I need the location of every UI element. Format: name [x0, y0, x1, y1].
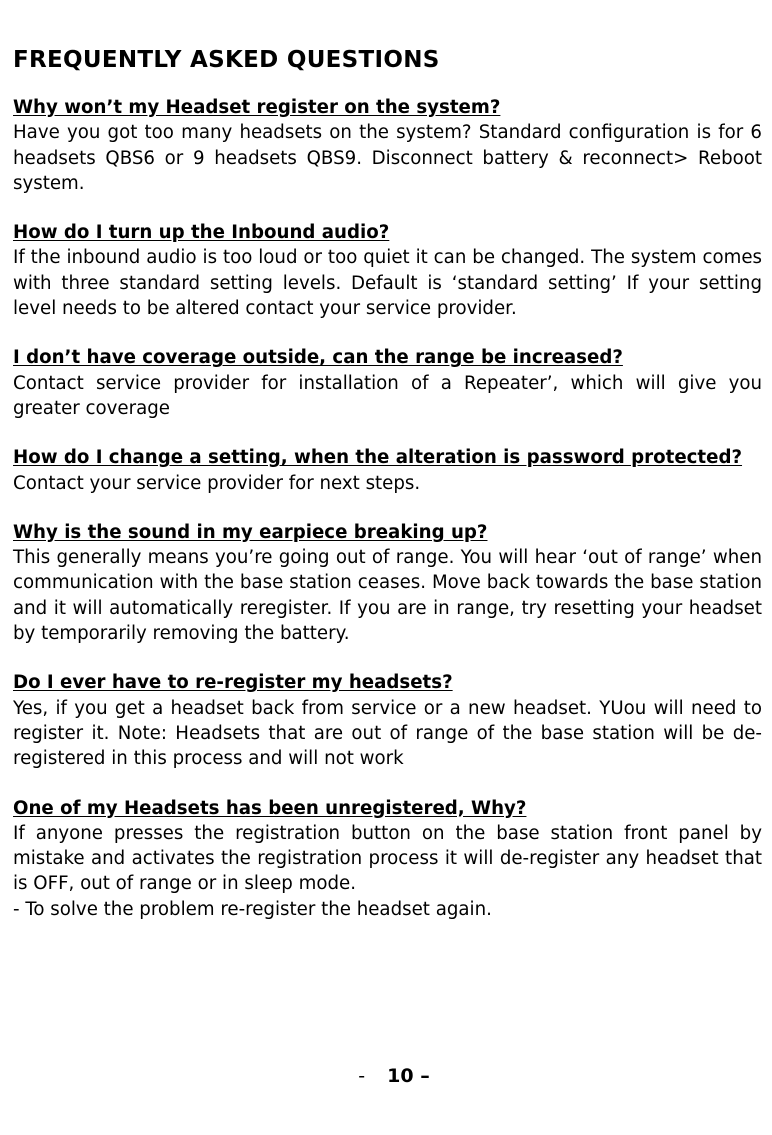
- faq-item: [13, 220, 762, 321]
- faq-question: How do I change a setting, when the alteration is password protected?: [13, 447, 743, 469]
- faq-question: Why is the sound in my earpiece breaking up?: [13, 521, 488, 543]
- faq-answer-extra: - To solve the problem re-register the headset again.: [13, 898, 492, 920]
- faq-question: Do I ever have to re-register my headsets?: [13, 672, 453, 694]
- faq-item: [13, 345, 762, 421]
- faq-answer: This generally means you’re going out of range. You will hear ‘out of range’ when communication with the base station ceases. Move back towards the base station and it will automatically reregister. If you are in range, try resetting your headset by temporarily removing the battery.: [13, 547, 762, 645]
- page-number: 10 –: [387, 1065, 430, 1087]
- faq-item: [13, 95, 762, 196]
- faq-item: [13, 796, 762, 922]
- faq-item: [13, 520, 762, 646]
- page-footer: [0, 1062, 772, 1090]
- faq-question: I don’t have coverage outside, can the range be increased?: [13, 347, 623, 369]
- faq-answer: Contact service provider for installation of a Repeater’, which will give you greater coverage: [13, 372, 762, 419]
- faq-item: [13, 445, 762, 496]
- faq-answer: Have you got too many headsets on the system? Standard configuration is for 6 headsets QBS6 or 9 headsets QBS9. Disconnect battery & reconnect> Reboot system.: [13, 122, 762, 194]
- faq-answer: If anyone presses the registration button on the base station front panel by mistake and activates the registration process it will de-register any headset that is OFF, out of range or in sleep mode.: [13, 822, 762, 895]
- faq-page: [13, 45, 762, 946]
- faq-answer: Contact your service provider for next steps.: [13, 472, 421, 494]
- faq-answer: Yes, if you get a headset back from service or a new headset. YUou will need to register it. Note: Headsets that are out of range of the base station will be de-registered in this process and will not work: [13, 697, 762, 770]
- faq-answer: If the inbound audio is too loud or too quiet it can be changed. The system comes with three standard setting levels. Default is ‘standard setting’ If your setting level needs to be altered contact your service provider.: [13, 247, 762, 320]
- faq-question: One of my Headsets has been unregistered, Why?: [13, 797, 527, 819]
- footer-dash: -: [358, 1065, 366, 1087]
- faq-question: Why won’t my Headset register on the system?: [13, 97, 501, 118]
- faq-item: [13, 670, 762, 771]
- faq-question: How do I turn up the Inbound audio?: [13, 222, 390, 244]
- page-title: FREQUENTLY ASKED QUESTIONS: [13, 47, 440, 73]
